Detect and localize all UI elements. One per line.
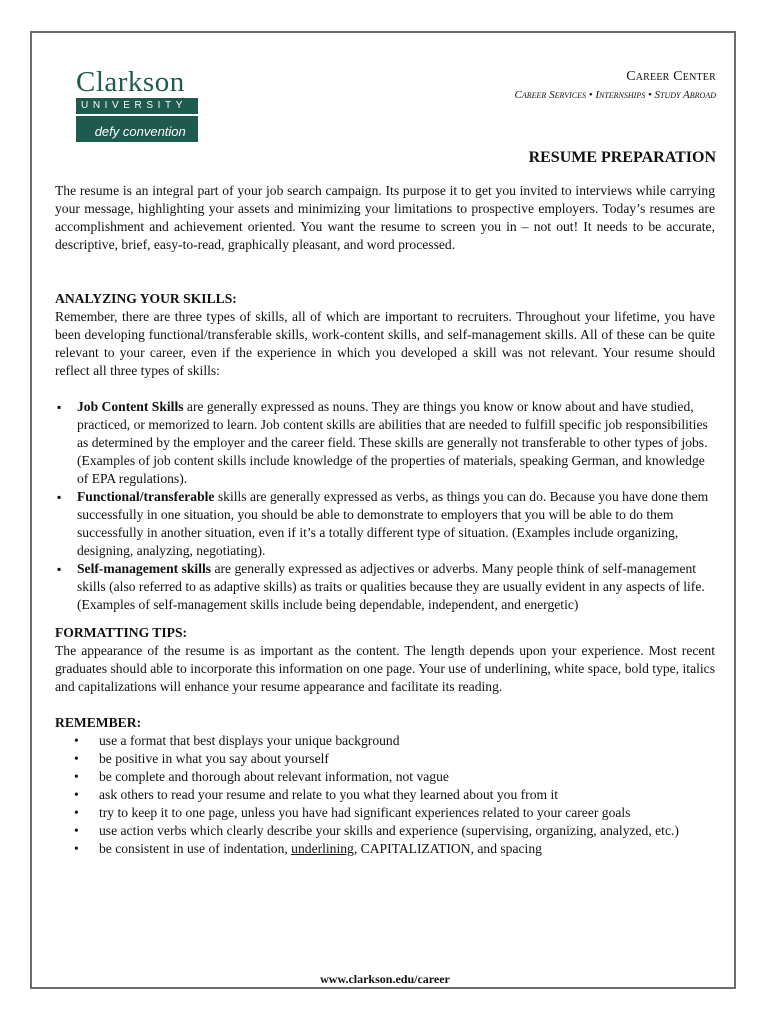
career-center-title: Career Center [626,69,716,84]
formatting-heading: FORMATTING TIPS: [55,625,188,640]
list-item [55,488,715,560]
analyzing-paragraph: Remember, there are three types of skills, all of which are important to recruiters. Throughout your lifetime, you have been developing functional/transferable skills, work-content skills, and self-management skills. All of these can be quite relevant to your career, even if the experience in which you developed a skill was not relevant. Your resume should reflect all three types of skills: [55,309,715,378]
list-item: • be positive in what you say about yourself [55,750,715,768]
logo-university-bar: UNIVERSITY [76,98,198,114]
formatting-paragraph: The appearance of the resume is as important as the content. The length depends upon your experience. Most recent graduates should able to incorporate this information on one page. Your use of underlining, white space, bold type, italics and capitalizations will enhance your resume appearance and facilitate its reading. [55,643,715,694]
footer-url: www.clarkson.edu/career [320,972,450,986]
career-center-subtitle: Career Services • Internships • Study Abroad [514,89,716,101]
skill-term: Self-management skills [77,561,212,576]
intro-paragraph: The resume is an integral part of your job search campaign. Its purpose it to get you invited to interviews while carrying your message, highlighting your assets and minimizing your limitations to prospective employers. Today’s resumes are accomplishment and achievement oriented. You want the resume to screen you in – not out! It needs to be accurate, descriptive, brief, easy-to-read, graphically pleasant, and word processed. [55,183,715,252]
logo-tagline-prefix: defy [94,124,120,139]
header-right [515,69,716,101]
remember-list [55,732,715,858]
list-item: • be complete and thorough about relevant information, not vague [55,768,715,786]
skill-term: Job Content Skills [77,399,184,414]
document-title: RESUME PREPARATION [528,149,716,166]
list-item: • try to keep it to one page, unless you have had significant experiences related to your career goals [55,804,715,822]
list-item: • use a format that best displays your unique background [55,732,715,750]
clarkson-logo [76,68,204,146]
underlined-word: underlining [291,841,354,856]
item-text-before: be consistent in use of indentation, [99,841,292,856]
list-item [55,560,715,614]
skills-list [55,398,715,614]
list-item [55,840,715,858]
list-item: • ask others to read your resume and relate to you what they learned about you from it [55,786,715,804]
item-text-after: , CAPITALIZATION, and spacing [353,841,542,856]
logo-tagline-bar [76,116,198,142]
skill-desc: skills are generally expressed as verbs, as things you can do. Because you have done them successfully in one situation, you should be able to demonstrate to employers that you will be able to do them successfully in another situation, even if it’s a totally different type of situation. (Examples include organizing, designing, analyzing, negotiating). [77,489,709,558]
logo-tagline-suffix: convention [119,124,186,139]
logo-tm: TM [186,129,194,135]
list-item [55,398,715,488]
skill-desc: are generally expressed as nouns. They are things you know or know about and have studied, practiced, or memorized to learn. Job content skills are abilities that are needed to fulfill specific job responsibilities as determined by the employer and the career field. These skills are generally not transferable to other types of jobs. (Examples of job content skills include knowledge of the properties of materials, speaking German, and knowledge of EPA regulations). [77,399,708,486]
list-item: • use action verbs which clearly describe your skills and experience (supervising, organizing, analyzed, etc.) [55,822,715,840]
remember-heading: REMEMBER: [55,715,142,730]
logo-wordmark: Clarkson [76,66,185,98]
skill-term: Functional/transferable [77,489,215,504]
analyzing-heading: ANALYZING YOUR SKILLS: [55,291,237,306]
skill-desc: are generally expressed as adjectives or adverbs. Many people think of self-management skills (also referred to as adaptive skills) as traits or qualities because they are usually evident in any aspects of life. (Examples of self-management skills include being dependable, independent, and energetic) [77,561,705,612]
document-body [55,182,715,858]
